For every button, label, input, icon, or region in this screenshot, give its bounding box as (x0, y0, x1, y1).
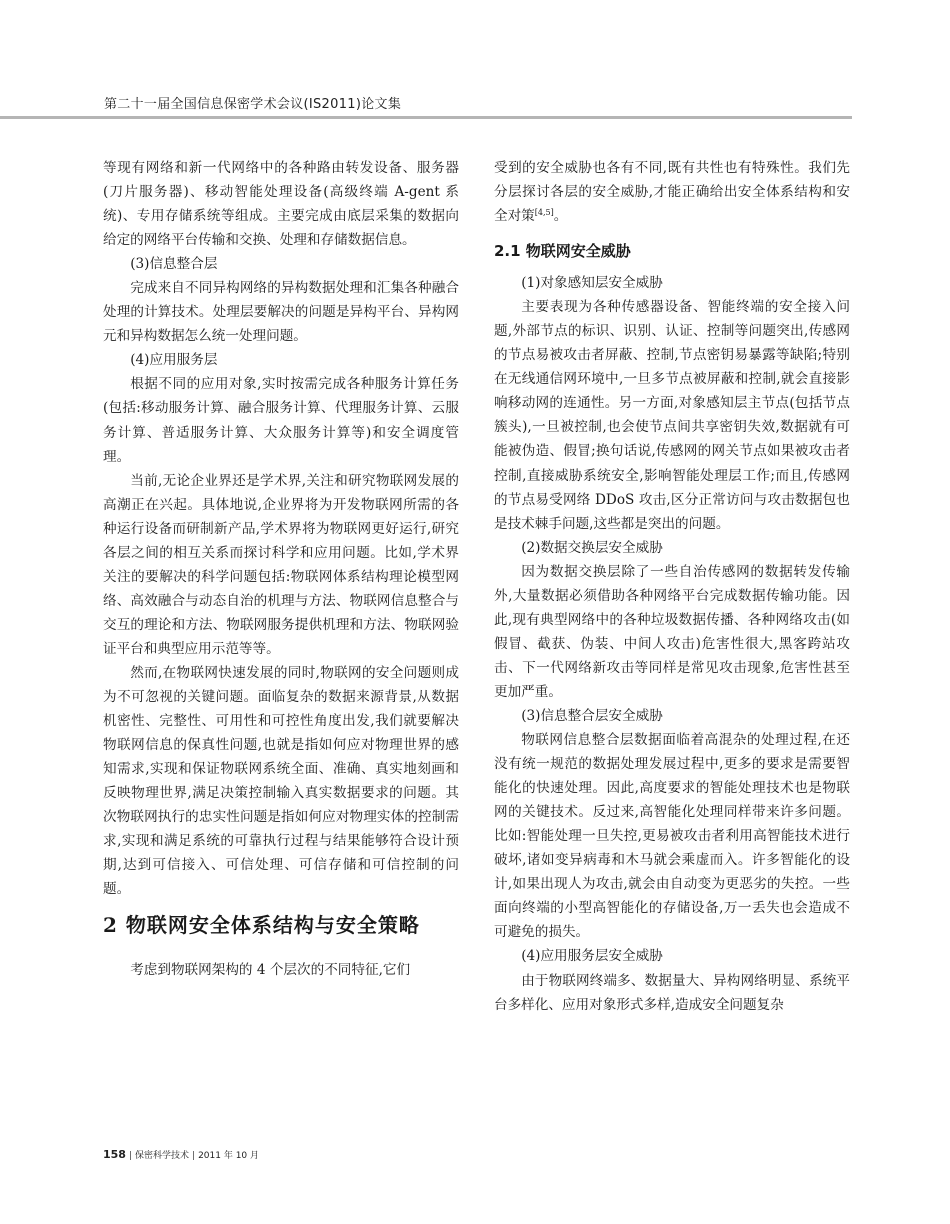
paragraph-text: 。 (553, 208, 568, 225)
paragraph: 考虑到物联网架构的 4 个层次的不同特征,它们 (130, 962, 411, 979)
citation: [4,5] (534, 208, 554, 218)
page-number: 158 (103, 1148, 126, 1161)
section-heading: 2 物联网安全体系结构与安全策略 (103, 913, 420, 938)
paragraph: 然而,在物联网快速发展的同时,物联网的安全问题则成为不可忽视的关键问题。面临复杂的数据来源背景,从数据机密性、完整性、可用性和可控性角度出发,我们就要解决物联网信息的保真性问题,也就是指如何应对物理世界的感知需求,实现和保证物联网系统全面、准确、真实地刻画和反映物理世界,满足决策控制输入真实数据要求的问题。其次物联网执行的忠实性问题是指如何应对物理实体的控制需求,实现和满足系统的可靠执行过程与结果能够符合设计预期,达到可信接入、可信处理、可信存储和可信控制的问题。 (103, 664, 459, 898)
paragraph: 完成来自不同异构网络的异构数据处理和汇集各种融合处理的计算技术。处理层要解决的问题是异构平台、异构网元和异构数据怎么统一处理问题。 (103, 280, 459, 345)
right-column (494, 156, 850, 1017)
paragraph: 物联网信息整合层数据面临着高混杂的处理过程,在还没有统一规范的数据处理发展过程中,更多的要求是需要智能化的快速处理。因此,高度要求的智能处理技术也是物联网的关键技术。反过来,高智能化处理同样带来许多问题。比如:智能处理一旦失控,更易被攻击者利用高智能技术进行破坏,诸如变异病毒和木马就会乘虚而入。许多智能化的设计,如果出现人为攻击,就会由自动变为更恶劣的失控。一些面向终端的小型高智能化的存储设备,万一丢失也会造成不可避免的损失。 (494, 732, 850, 941)
left-column (103, 156, 459, 983)
journal-name: 保密科学技术 (135, 1151, 190, 1161)
subsection-heading: (4)应用服务层安全威胁 (521, 948, 663, 965)
paragraph (494, 156, 850, 228)
section-heading: 2.1 物联网安全威胁 (494, 242, 631, 261)
paragraph: 因为数据交换层除了一些自治传感网的数据转发传输外,大量数据必须借助各种网络平台完成数据传输功能。因此,现有典型网络中的各种垃圾数据传播、各种网络攻击(如假冒、截获、伪装、中间人攻击)危害性很大,黑客跨站攻击、下一代网络新攻击等同样是常见攻击现象,危害性甚至更加严重。 (494, 563, 850, 700)
subsection-heading: (2)数据交换层安全威胁 (521, 539, 663, 556)
subsection-heading: (4)应用服务层 (130, 352, 218, 369)
paragraph: 当前,无论企业界还是学术界,关注和研究物联网发展的高潮正在兴起。具体地说,企业界将为开发物联网所需的各种运行设备而研制新产品,学术界将为物联网更好运行,研究各层之间的相互关系而探讨科学和应用问题。比如,学术界关注的要解决的科学问题包括:物联网体系结构理论模型网络、高效融合与动态自治的机理与方法、物联网信息整合与交互的理论和方法、物联网服务提供机理和方法、物联网验证平台和典型应用示范等等。 (103, 472, 459, 657)
running-head: 第二十一届全国信息保密学术会议(IS2011)论文集 (104, 97, 402, 112)
subsection-heading: (3)信息整合层安全威胁 (521, 707, 663, 724)
header-rule (0, 116, 852, 119)
issue-date: 2011 年 10 月 (198, 1151, 260, 1161)
paragraph: 由于物联网终端多、数据量大、异构网络明显、系统平台多样化、应用对象形式多样,造成安全问题复杂 (494, 972, 850, 1013)
paragraph: 主要表现为各种传感器设备、智能终端的安全接入问题,外部节点的标识、识别、认证、控制等问题突出,传感网的节点易被攻击者屏蔽、控制,节点密钥易暴露等缺陷;特别在无线通信网环境中,一旦多节点被屏蔽和控制,就会直接影响移动网的连通性。另一方面,对象感知层主节点(包括节点簇头),一旦被控制,也会使节点间共享密钥失效,数据就有可能被伪造、假冒;换句话说,传感网的网关节点如果被攻击者控制,直接威胁系统安全,影响智能处理层工作;而且,传感网的节点易受网络 DDoS 攻击,区分正常访问与攻击数据包也是技术棘手问题,这些都是突出的问题。 (494, 299, 850, 532)
page-footer (103, 1148, 259, 1161)
subsection-heading: (1)对象感知层安全威胁 (521, 275, 663, 292)
subsection-heading: (3)信息整合层 (130, 256, 218, 273)
paragraph: 等现有网络和新一代网络中的各种路由转发设备、服务器(刀片服务器)、移动智能处理设备(高级终端 A-gent 系统)、专用存储系统等组成。主要完成由底层采集的数据向给定的网络平台传输和交换、处理和存储数据信息。 (103, 160, 459, 249)
footer-separator: | (192, 1151, 196, 1161)
paragraph: 根据不同的应用对象,实时按需完成各种服务计算任务(包括:移动服务计算、融合服务计算、代理服务计算、云服务计算、普适服务计算、大众服务计算等)和安全调度管理。 (103, 376, 459, 465)
paragraph-text: 受到的安全威胁也各有不同,既有共性也有特殊性。我们先分层探讨各层的安全威胁,才能正确给出安全体系结构和安全对策 (494, 160, 850, 225)
footer-separator: | (128, 1151, 133, 1161)
